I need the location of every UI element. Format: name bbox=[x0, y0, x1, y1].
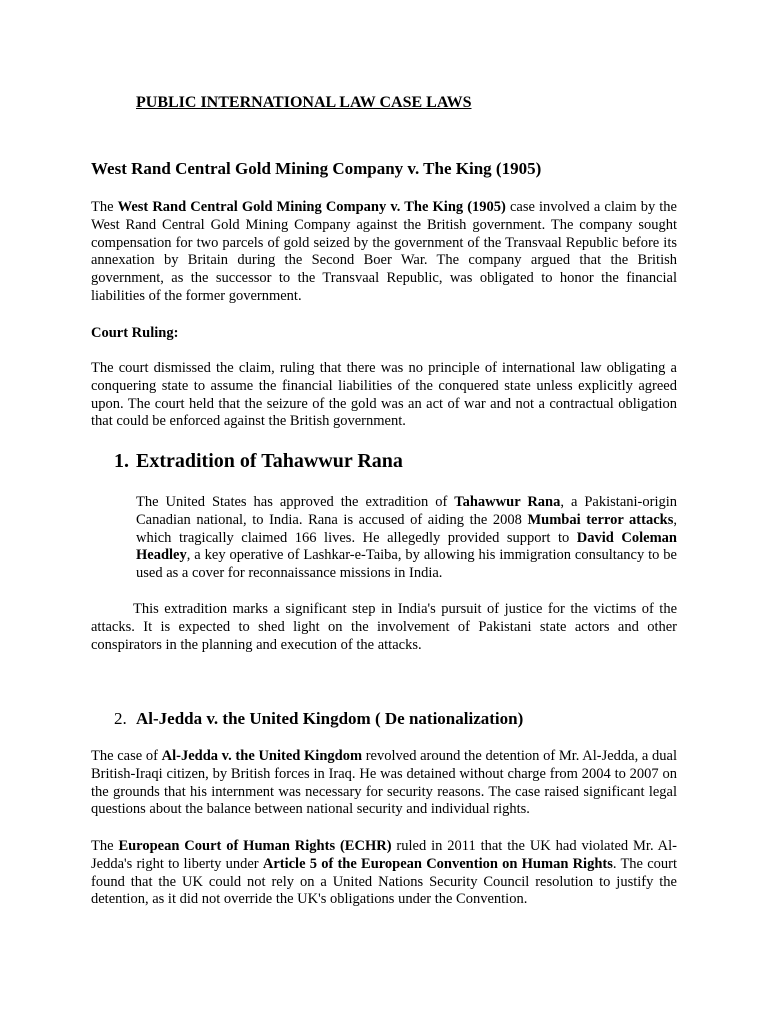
section2-paragraph-1 bbox=[91, 748, 677, 819]
case1-paragraph bbox=[91, 199, 677, 306]
text-run: The bbox=[91, 838, 119, 854]
case1-name-bold: West Rand Central Gold Mining Company v. The King (1905) bbox=[117, 199, 506, 215]
text-run: . The court found that the UK could not rely on a United Nations Security Council resolution to justify the detention, as it did not override the UK's obligations under the Convention. bbox=[91, 855, 677, 908]
text-run: The United States has approved the extradition of bbox=[136, 494, 455, 510]
text-run: case involved a claim by the West Rand Central Gold Mining Company against the British government. The company sought compensation for two parcels of gold seized by the government of the Transvaal Republic before its annexation by Britain during the Second Boer War. The company argued that the British government, as the successor to the Transvaal Republic, was obligated to honor the financial liabilities of the former government. bbox=[91, 199, 677, 304]
section1-number: 1. bbox=[114, 450, 129, 472]
text-run: , which tragically claimed 166 lives. He allegedly provided support to bbox=[136, 511, 677, 546]
text-run: The case of bbox=[91, 748, 162, 764]
section2-number: 2. bbox=[114, 709, 127, 728]
section1-heading bbox=[114, 450, 403, 473]
section1-paragraph-1 bbox=[136, 494, 677, 583]
section2-heading bbox=[114, 709, 523, 729]
court-ruling-heading: Court Ruling: bbox=[91, 325, 179, 341]
section1-title: Extradition of Tahawwur Rana bbox=[136, 450, 403, 472]
text-run: revolved around the detention of Mr. Al-Jedda, a dual British-Iraqi citizen, by British forces in Iraq. He was detained without charge from 2004 to 2007 on the grounds that his internment was necessary for security reasons. The case raised significant legal questions about the balance between national security and individual rights. bbox=[91, 748, 677, 818]
text-run: , a key operative of Lashkar-e-Taiba, by allowing his immigration consultancy to be used as a cover for reconnaissance missions in India. bbox=[136, 547, 677, 582]
text-run: The bbox=[91, 199, 118, 215]
section1-paragraph-2: This extradition marks a significant step in India's pursuit of justice for the victims of the attacks. It is expected to shed light on the involvement of Pakistani state actors and other conspirators in the planning and execution of the attacks. bbox=[91, 601, 677, 653]
name-bold: Tahawwur Rana bbox=[454, 494, 561, 510]
event-bold: Mumbai terror attacks bbox=[527, 511, 674, 528]
document-title: PUBLIC INTERNATIONAL LAW CASE LAWS bbox=[136, 94, 472, 111]
text-run: , a Pakistani-origin Canadian national, to India. Rana is accused of aiding the 2008 bbox=[136, 494, 677, 528]
case1-heading: West Rand Central Gold Mining Company v. The King (1905) bbox=[91, 159, 542, 178]
court-name-bold: European Court of Human Rights (ECHR) bbox=[118, 838, 392, 854]
section2-title: Al-Jedda v. the United Kingdom ( De nationalization) bbox=[136, 709, 524, 728]
name-bold: David Coleman Headley bbox=[136, 529, 677, 564]
section2-paragraph-2 bbox=[91, 838, 677, 909]
article-bold: Article 5 of the European Convention on Human Rights bbox=[262, 855, 613, 872]
case-name-bold: Al-Jedda v. the United Kingdom bbox=[161, 748, 363, 764]
court-ruling-paragraph: The court dismissed the claim, ruling that there was no principle of international law obligating a conquering state to assume the financial liabilities of the conquered state unless explicitly agreed upon. The court held that the seizure of the gold was an act of war and not a contractual obligation that could be enforced against the British government. bbox=[91, 360, 677, 430]
text-run: ruled in 2011 that the UK had violated Mr. Al-Jedda's right to liberty under bbox=[91, 838, 678, 872]
